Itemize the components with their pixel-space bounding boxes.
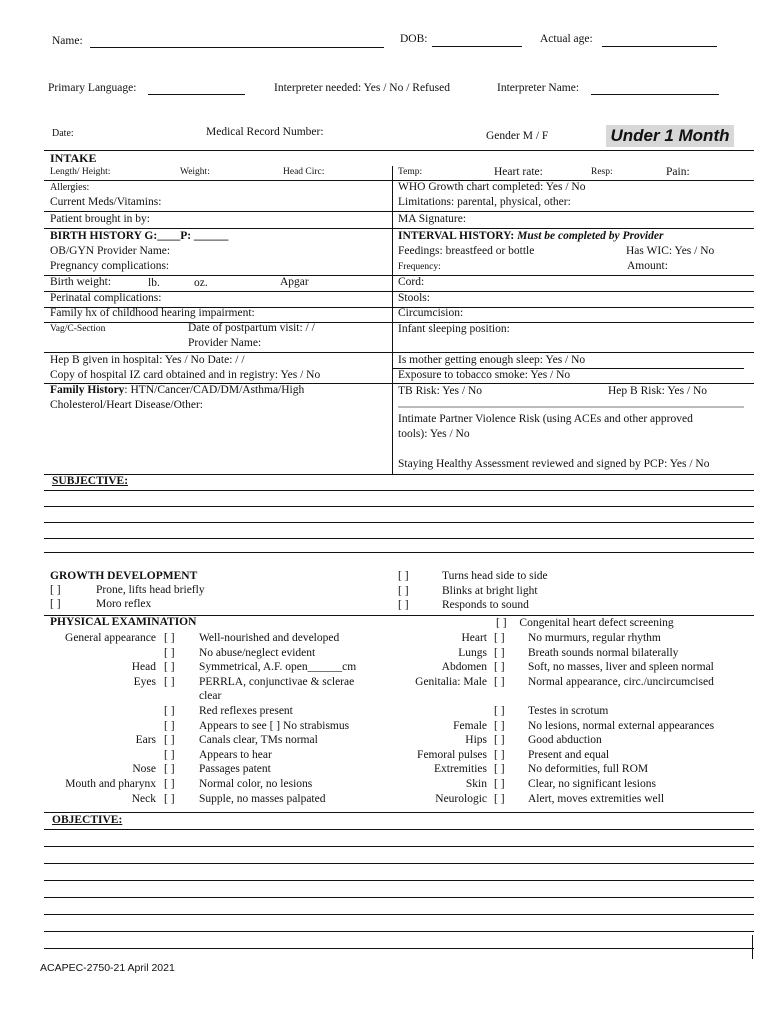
tobacco-label[interactable]: Exposure to tobacco smoke: Yes / No [398, 369, 571, 381]
postpartum-visit-label: Date of postpartum visit: / / [188, 322, 315, 334]
tb-risk-label[interactable]: TB Risk: Yes / No [398, 385, 483, 397]
has-wic-label[interactable]: Has WIC: Yes / No [626, 245, 715, 257]
name-field[interactable] [90, 47, 384, 48]
oz-label: oz. [194, 277, 208, 289]
checkbox[interactable]: [ ] [398, 599, 409, 611]
pe-row-label: Heart [461, 632, 487, 644]
hep-b-risk-label[interactable]: Hep B Risk: Yes / No [608, 385, 708, 397]
checkbox[interactable]: [ ] [494, 632, 505, 644]
objective-line[interactable] [44, 948, 754, 949]
center-divider [392, 166, 393, 474]
checkbox[interactable]: [ ] [164, 705, 175, 717]
length-height-label: Length/ Height: [50, 167, 111, 177]
page-edge [752, 935, 753, 959]
objective-line[interactable] [44, 914, 754, 915]
checkbox[interactable]: [ ] [494, 719, 505, 732]
pe-row-text: Soft, no masses, liver and spleen normal [528, 661, 714, 674]
checkbox[interactable]: [ ] [164, 632, 175, 644]
pe-row-text: Canals clear, TMs normal [199, 734, 318, 747]
lb-label: lb. [148, 277, 160, 289]
checkbox[interactable]: [ ] [164, 646, 175, 659]
pe-row-label: Lungs [458, 646, 487, 659]
mrn-label: Medical Record Number: [206, 126, 324, 138]
divider [44, 211, 754, 212]
family-history-items-2: Cholesterol/Heart Disease/Other: [50, 399, 203, 411]
pe-row-label: Femoral pulses [417, 748, 487, 761]
infant-sleeping-label: Infant sleeping position: [398, 323, 510, 335]
objective-line[interactable] [44, 897, 754, 898]
checkbox[interactable]: [ ] [494, 646, 505, 659]
checkbox[interactable]: [ ] [50, 584, 61, 596]
interpreter-needed[interactable]: Interpreter needed: Yes / No / Refused [274, 82, 450, 94]
physical-exam-title: PHYSICAL EXAMINATION [50, 616, 197, 628]
family-history-items: : HTN/Cancer/CAD/DM/Asthma/High [124, 384, 305, 396]
subjective-line[interactable] [44, 522, 754, 523]
family-hx-hearing-label: Family hx of childhood hearing impairment: [50, 307, 255, 319]
objective-title: OBJECTIVE: [52, 814, 123, 826]
staying-healthy-label[interactable]: Staying Healthy Assessment reviewed and signed by PCP: Yes / No [398, 458, 710, 470]
gender-label[interactable]: Gender M / F [486, 130, 549, 142]
date-label: Date: [52, 128, 74, 139]
growth-item[interactable]: [ ] Responds to sound [398, 599, 529, 611]
checkbox[interactable]: [ ] [494, 792, 505, 805]
congenital-screening: [ ] Congenital heart defect screening [496, 617, 674, 629]
pe-row-text: Testes in scrotum [528, 705, 609, 717]
perinatal-label: Perinatal complications: [50, 292, 162, 304]
frequency-label: Frequency: [398, 262, 441, 272]
pe-row-text: Symmetrical, A.F. open______cm [199, 661, 357, 674]
name-label: Name: [52, 35, 83, 47]
actual-age-field[interactable] [602, 46, 717, 47]
amount-label: Amount: [627, 260, 668, 272]
pe-row-label: Nose [132, 763, 156, 776]
checkbox[interactable]: [ ] [496, 617, 507, 629]
family-history-line [50, 384, 304, 396]
pe-row-label: Extremities [433, 763, 487, 776]
pe-row-label: Skin [465, 778, 487, 790]
checkbox[interactable]: [ ] [164, 763, 175, 776]
pe-row-text: Clear, no significant lesions [528, 778, 656, 790]
divider [44, 150, 754, 151]
head-circ-label: Head Circ: [283, 167, 325, 177]
hep-b-given-label[interactable]: Hep B given in hospital: Yes / No Date: / / [50, 354, 245, 366]
checkbox[interactable]: [ ] [494, 734, 505, 747]
objective-line[interactable] [44, 931, 754, 932]
pe-row-label: Female [453, 719, 487, 732]
heart-rate-label: Heart rate: [494, 166, 543, 178]
checkbox[interactable]: [ ] [164, 748, 175, 761]
divider [44, 812, 754, 813]
checkbox[interactable]: [ ] [398, 570, 409, 582]
form-id: ACAPEC-2750-21 April 2021 [40, 962, 175, 974]
checkbox[interactable]: [ ] [164, 734, 175, 747]
growth-item[interactable]: [ ] Moro reflex [50, 598, 152, 610]
divider [44, 474, 754, 475]
pe-row-text: clear [199, 690, 222, 703]
divider [398, 406, 744, 408]
divider [44, 228, 754, 229]
primary-language-label: Primary Language: [48, 82, 137, 94]
pe-row-text: Red reflexes present [199, 705, 293, 717]
vag-csection-label[interactable]: Vag/C-Section [50, 324, 106, 334]
birth-history-title: BIRTH HISTORY G:____P: ______ [50, 230, 229, 242]
checkbox[interactable]: [ ] [494, 675, 505, 688]
pe-row-text: Appears to see [ ] No strabismus [199, 719, 350, 732]
interpreter-name-label: Interpreter Name: [497, 82, 580, 94]
checkbox[interactable]: [ ] [50, 598, 61, 610]
pain-label: Pain: [666, 166, 690, 178]
checkbox[interactable]: [ ] [164, 675, 175, 688]
checkbox[interactable]: [ ] [164, 719, 175, 732]
family-history-label: Family History [50, 384, 125, 396]
intake-title: INTAKE [50, 151, 97, 165]
apgar-label: Apgar [280, 276, 309, 288]
obgyn-label: OB/GYN Provider Name: [50, 245, 171, 257]
dob-label: DOB: [400, 33, 428, 45]
mother-sleep-label[interactable]: Is mother getting enough sleep: Yes / No [398, 354, 586, 366]
objective-line[interactable] [44, 863, 754, 864]
pe-row-label: Mouth and pharynx [65, 778, 156, 790]
provider-name-label: Provider Name: [188, 337, 262, 349]
resp-label: Resp: [591, 167, 613, 177]
pe-row-text: Present and equal [528, 748, 610, 761]
pe-row-text: Normal appearance, circ./uncircumcised [528, 675, 714, 688]
checkbox[interactable]: [ ] [164, 778, 175, 790]
interval-history-title: INTERVAL HISTORY: [398, 230, 515, 242]
pe-row-text: PERRLA, conjunctivae & sclerae [199, 675, 355, 688]
pe-row-label: Abdomen [441, 661, 487, 674]
dob-field[interactable] [432, 46, 522, 47]
pe-row-text: Well-nourished and developed [199, 632, 340, 644]
ipv-label-2[interactable]: tools): Yes / No [398, 428, 470, 440]
pe-row-label: Hips [465, 734, 487, 747]
stools-label: Stools: [398, 292, 430, 304]
ipv-label-1: Intimate Partner Violence Risk (using ACEs and other approved [398, 413, 693, 425]
subjective-line[interactable] [44, 506, 754, 507]
subjective-title: SUBJECTIVE: [52, 475, 129, 487]
growth-item[interactable]: [ ] Prone, lifts head briefly [50, 584, 205, 596]
temp-label: Temp: [398, 167, 423, 177]
who-growth-chart[interactable]: WHO Growth chart completed: Yes / No [398, 181, 586, 193]
pe-row-text: Alert, moves extremities well [528, 792, 665, 805]
ma-signature-label: MA Signature: [398, 213, 467, 225]
pe-row-label: Neck [131, 792, 156, 805]
brought-by-label: Patient brought in by: [50, 213, 150, 225]
pe-row-text: No deformities, full ROM [528, 763, 649, 776]
pe-row-text: Good abduction [528, 734, 602, 747]
subjective-line[interactable] [44, 490, 754, 491]
growth-item[interactable]: [ ] Turns head side to side [398, 570, 548, 582]
pe-row-text: No lesions, normal external appearances [528, 719, 715, 732]
interval-history-note: Must be completed by Provider [517, 230, 664, 242]
pe-row-text: Supple, no masses palpated [199, 792, 326, 805]
checkbox[interactable]: [ ] [494, 778, 505, 790]
pe-row-text: Appears to hear [199, 748, 272, 761]
circumcision-label: Circumcision: [398, 307, 464, 319]
divider [44, 352, 754, 353]
actual-age-label: Actual age: [540, 33, 593, 45]
cord-label: Cord: [398, 276, 425, 288]
pe-row-label: Eyes [133, 675, 156, 688]
subjective-line[interactable] [44, 538, 754, 539]
feedings-label[interactable]: Feedings: breastfeed or bottle [398, 245, 535, 257]
pe-row-label: Head [131, 661, 156, 674]
objective-line[interactable] [44, 880, 754, 881]
checkbox[interactable]: [ ] [494, 763, 505, 776]
pe-row-label: Neurologic [435, 792, 487, 805]
pe-row-text: Breath sounds normal bilaterally [528, 646, 679, 659]
growth-left-list [50, 584, 205, 612]
checkbox[interactable]: [ ] [164, 792, 175, 805]
pe-row-label: General appearance [65, 632, 156, 644]
pe-row-label: Ears [135, 734, 156, 747]
age-group-badge: Under 1 Month [606, 125, 734, 147]
limitations-label: Limitations: parental, physical, other: [398, 196, 571, 208]
current-meds-label: Current Meds/Vitamins: [50, 196, 162, 208]
pregnancy-complications-label: Pregnancy complications: [50, 260, 170, 272]
primary-language-field[interactable] [148, 94, 245, 95]
objective-line[interactable] [44, 846, 754, 847]
pe-row-text: No murmurs, regular rhythm [528, 632, 661, 644]
weight-label: Weight: [180, 167, 210, 177]
checkbox[interactable]: [ ] [494, 661, 505, 674]
iz-card-label[interactable]: Copy of hospital IZ card obtained and in registry: Yes / No [50, 369, 321, 381]
growth-title: GROWTH DEVELOPMENT [50, 570, 198, 582]
objective-line[interactable] [44, 829, 754, 830]
interpreter-name-field[interactable] [591, 94, 719, 95]
pe-row-label: Genitalia: Male [415, 675, 487, 688]
growth-item[interactable]: [ ] Blinks at bright light [398, 584, 538, 597]
checkbox[interactable]: [ ] [398, 584, 409, 597]
checkbox[interactable]: [ ] [494, 705, 505, 717]
checkbox[interactable]: [ ] [164, 661, 175, 674]
checkbox[interactable]: [ ] [494, 748, 505, 761]
pe-row-text: No abuse/neglect evident [199, 646, 316, 659]
growth-right-list [398, 570, 548, 614]
pe-row-text: Passages patent [199, 763, 271, 776]
birth-weight-label: Birth weight: [50, 276, 112, 288]
subjective-line[interactable] [44, 552, 754, 553]
allergies-label: Allergies: [50, 182, 90, 193]
interval-history-title-line [398, 230, 663, 242]
pe-row-text: Normal color, no lesions [199, 778, 313, 790]
